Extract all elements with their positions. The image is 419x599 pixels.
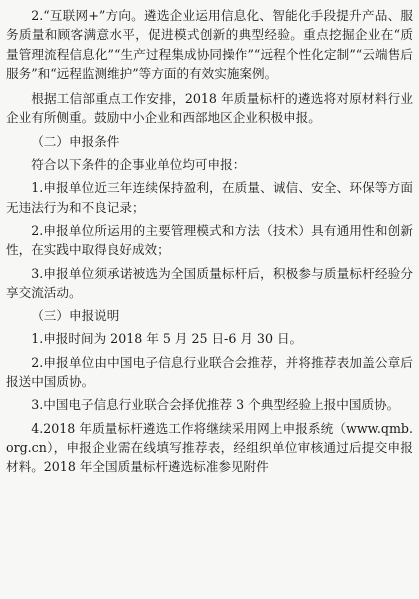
paragraph-note-1: 1.申报时间为 2018 年 5 月 25 日-6 月 30 日。 bbox=[31, 331, 303, 347]
paragraph-eligibility-intro: 符合以下条件的企事业单位均可申报： bbox=[31, 157, 246, 173]
paragraph-condition-2: 2.申报单位所运用的主要管理模式和方法（技术）具有通用性和创新性，在实践中取得良好成效； bbox=[6, 222, 413, 258]
paragraph-work-arrangement: 根据工信部重点工作安排，2018 年质量标杆的遴选将对原材料行业企业有所侧重。鼓励中小企业和西部地区企业积极申报。 bbox=[6, 91, 413, 126]
paragraph-condition-1: 1.申报单位近三年连续保持盈利，在质量、诚信、安全、环保等方面无违法行为和不良记录； bbox=[6, 180, 413, 215]
paragraph-condition-3: 3.申报单位须承诺被选为全国质量标杆后，积极参与质量标杆经验分享交流活动。 bbox=[6, 265, 413, 300]
paragraph-internet-plus-direction: 2.“互联网+”方向。遴选企业运用信息化、智能化手段提升产品、服务质量和顾客满意水平，促进模式创新的典型经验。重点挖掘企业在“质量管理流程信息化”“生产过程集成协同操作”“远程个性化定制”“云端售后服务”和“远程监测维护”等方面的有效实施案例。 bbox=[6, 8, 413, 81]
paragraph-note-4: 4.2018 年质量标杆遴选工作将继续采用网上申报系统（www.qmb.org.cn），申报企业需在线填写推荐表，经组织单位审核通过后提交申报材料。2018 年全国质量标杆遴选标准参见附件 bbox=[6, 420, 413, 475]
paragraph-note-2: 2.申报单位由中国电子信息行业联合会推荐，并将推荐表加盖公章后报送中国质协。 bbox=[6, 354, 413, 390]
paragraph-note-3: 3.中国电子信息行业联合会择优推荐 3 个典型经验上报中国质协。 bbox=[31, 397, 400, 413]
section-heading-application-conditions: （二）申报条件 bbox=[31, 133, 120, 149]
section-heading-application-notes: （三）申报说明 bbox=[31, 308, 120, 324]
